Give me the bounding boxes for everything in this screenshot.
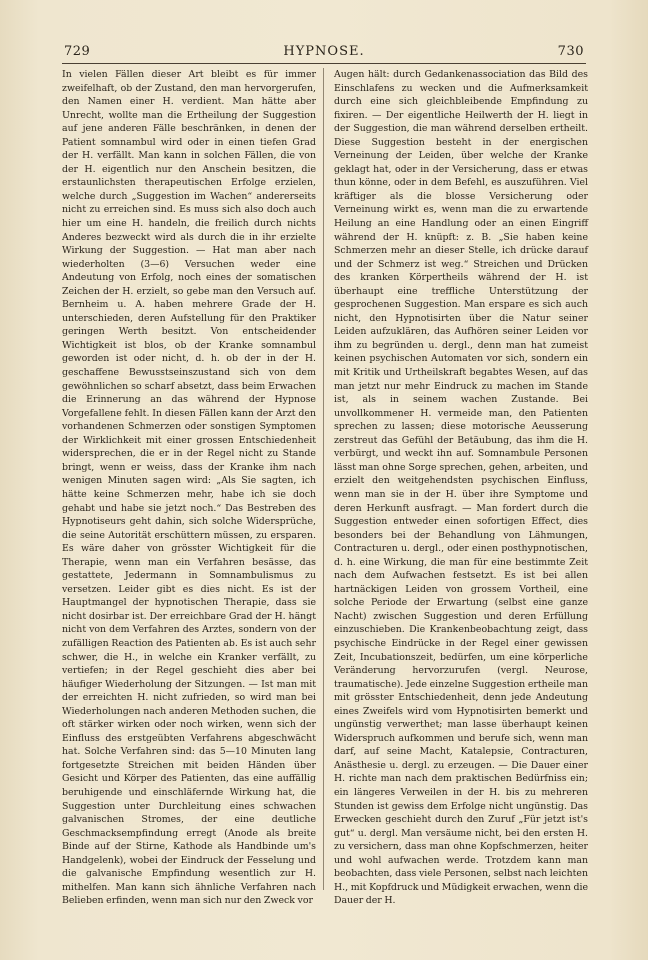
column-divider xyxy=(323,68,324,890)
text-column-right xyxy=(334,68,588,907)
right-column-text: Augen hält: durch Gedankenassociation das Bild des Einschlafens zu wecken und die Aufmerksamkeit durch eine sich gleichbleibende Empfindung zu fixiren. — Der eigentliche Heilwerth der H. liegt in der Suggestion, die man während derselben ertheilt. Diese Suggestion besteht in der energischen Verneinung der Leiden, über welche der Kranke geklagt hat, oder in der Versicherung, dass er etwas thun könne, oder in dem Befehl, es auszuführen. Viel kräftiger als die blosse Versicherung oder Verneinung wirkt es, wenn man die zu erwartende Heilung an eine Handlung oder an einen Eingriff während der H. knüpft: z. B. „Sie haben keine Schmerzen mehr an dieser Stelle, ich drücke darauf und der Schmerz ist weg.“ Streichen und Drücken des kranken Körpertheils während der H. ist überhaupt eine treffliche Unterstützung der gesprochenen Suggestion. Man erspare es sich auch nicht, den Hypnotisirten über die Natur seiner Leiden aufzuklären, das Aufhören seiner Leiden vor ihm zu begründen u. dergl., denn man hat zumeist keinen psychischen Automaten vor sich, sondern ein mit Kritik und Urtheilskraft begabtes Wesen, auf das man jetzt nur mehr Eindruck zu machen im Stande ist, als in seinem wachen Zustande. Bei unvollkommener H. vermeide man, den Patienten sprechen zu lassen; diese motorische Aeusserung zerstreut das Gefühl der Betäubung, das ihm die H. verbürgt, und weckt ihn auf. Somnambule Personen lässt man ohne Sorge sprechen, gehen, arbeiten, und erzielt den weitgehendsten psychischen Einfluss, wenn man sie in der H. über ihre Symptome und deren Herkunft ausfragt. — Man fordert durch die Suggestion entweder einen sofortigen Effect, dies besonders bei der Behandlung von Lähmungen, Contracturen u. dergl., oder einen posthypnotischen, d. h. eine Wirkung, die man für eine bestimmte Zeit nach dem Aufwachen festsetzt. Es ist bei allen hartnäckigen Leiden von grossem Vortheil, eine solche Periode der Erwartung (selbst eine ganze Nacht) zwischen Suggestion und deren Erfüllung einzuschieben. Die Krankenbeobachtung zeigt, dass psychische Eindrücke in der Regel einer gewissen Zeit, Incubationszeit, bedürfen, um eine körperliche Veränderung hervorzurufen (vergl. Neurose, traumatische). Jede einzelne Suggestion ertheile man mit grösster Entschiedenheit, denn jede Andeutung eines Zweifels wird vom Hypnotisirten bemerkt und ungünstig verwerthet; man lasse überhaupt keinen Widerspruch aufkommen und berufe sich, wenn man darf, auf seine Macht, Katalepsie, Contracturen, Anästhesie u. dergl. zu erzeugen. — Die Dauer einer H. richte man nach dem praktischen Bedürfniss ein; ein längeres Verweilen in der H. bis zu mehreren Stunden ist gewiss dem Erfolge nicht ungünstig. Das Erwecken geschieht durch den Zuruf „Für jetzt ist's gut“ u. dergl. Man versäume nicht, bei den ersten H. zu versichern, dass man ohne Kopfschmerzen, heiter und wohl aufwachen werde. Trotzdem kann man beobachten, dass viele Personen, selbst nach leichten H., mit Kopfdruck und Müdigkeit erwachen, wenn die Dauer der H. xyxy=(334,69,588,907)
running-title: HYPNOSE. xyxy=(283,44,365,59)
header-rule xyxy=(62,63,586,64)
page-number-right: 730 xyxy=(557,44,584,59)
text-column-left xyxy=(62,68,316,907)
left-column-text: In vielen Fällen dieser Art bleibt es für immer zweifelhaft, ob der Zustand, den man hervorgerufen, den Namen einer H. verdient. Man hätte aber Unrecht, wollte man die Ertheilung der Suggestion auf jene anderen Fälle beschränken, in denen der Patient somnambul wird oder in einen tiefen Grad der H. verfällt. Man kann in solchen Fällen, die von der H. eigentlich nur den Anschein besitzen, die erstaunlichsten therapeutischen Erfolge erzielen, welche durch „Suggestion im Wachen“ andererseits nicht zu erreichen sind. Es muss sich also doch auch hier um eine H. handeln, die freilich durch nichts Anderes bezweckt wird als durch die in ihr erzielte Wirkung der Suggestion. — Hat man aber nach wiederholten (3—6) Versuchen weder eine Andeutung von Erfolg, noch eines der somatischen Zeichen der H. erzielt, so gebe man den Versuch auf. Bernheim u. A. haben mehrere Grade der H. unterschieden, deren Aufstellung für den Praktiker geringen Werth besitzt. Von entscheidender Wichtigkeit ist blos, ob der Kranke somnambul geworden ist oder nicht, d. h. ob der in der H. geschaffene Bewusstseinszustand sich von dem gewöhnlichen so scharf absetzt, dass beim Erwachen die Erinnerung an das während der Hypnose Vorgefallene fehlt. In diesen Fällen kann der Arzt den vorhandenen Schmerzen oder sonstigen Symptomen der Wirklichkeit mit einer grossen Entschiedenheit widersprechen, die er in der Regel nicht zu Stande bringt, wenn er weiss, dass der Kranke ihm nach wenigen Minuten sagen wird: „Als Sie sagten, ich hätte keine Schmerzen mehr, habe ich sie doch gehabt und habe sie jetzt noch.“ Das Bestreben des Hypnotiseurs geht dahin, sich solche Widersprüche, die seine Autorität erschüttern müssen, zu ersparen. Es wäre daher von grösster Wichtigkeit für die Therapie, wenn man ein Verfahren besässe, das gestattete, Jedermann in Somnambulismus zu versetzen. Leider gibt es dies nicht. Es ist der Hauptmangel der hypnotischen Therapie, dass sie nicht dosirbar ist. Der erreichbare Grad der H. hängt nicht von dem Verfahren des Arztes, sondern von der zufälligen Reaction des Patienten ab. Es ist auch sehr schwer, die H., in welche ein Kranker verfällt, zu vertiefen; in der Regel geschieht dies aber bei häufiger Wiederholung der Sitzungen. — Ist man mit der erreichten H. nicht zufrieden, so wird man bei Wiederholungen nach anderen Methoden suchen, die oft stärker wirken oder noch wirken, wenn sich der Einfluss des erstgeübten Verfahrens abgeschwächt hat. Solche Verfahren sind: das 5—10 Minuten lang fortgesetzte Streichen mit beiden Händen über Gesicht und Körper des Patienten, das eine auffällig beruhigende und einschläfernde Wirkung hat, die Suggestion unter Durchleitung eines schwachen galvanischen Stromes, der eine deutliche Geschmacksempfindung erregt (Anode als breite Binde auf der Stirne, Kathode als Handbinde um's Handgelenk), wobei der Eindruck der Fesselung und die galvanische Empfindung wesentlich zur H. mithelfen. Man kann sich ähnliche Verfahren nach Belieben erfinden, wenn man sich nur den Zweck vor xyxy=(62,69,316,907)
page-number-left: 729 xyxy=(64,44,91,59)
running-header xyxy=(64,44,584,62)
